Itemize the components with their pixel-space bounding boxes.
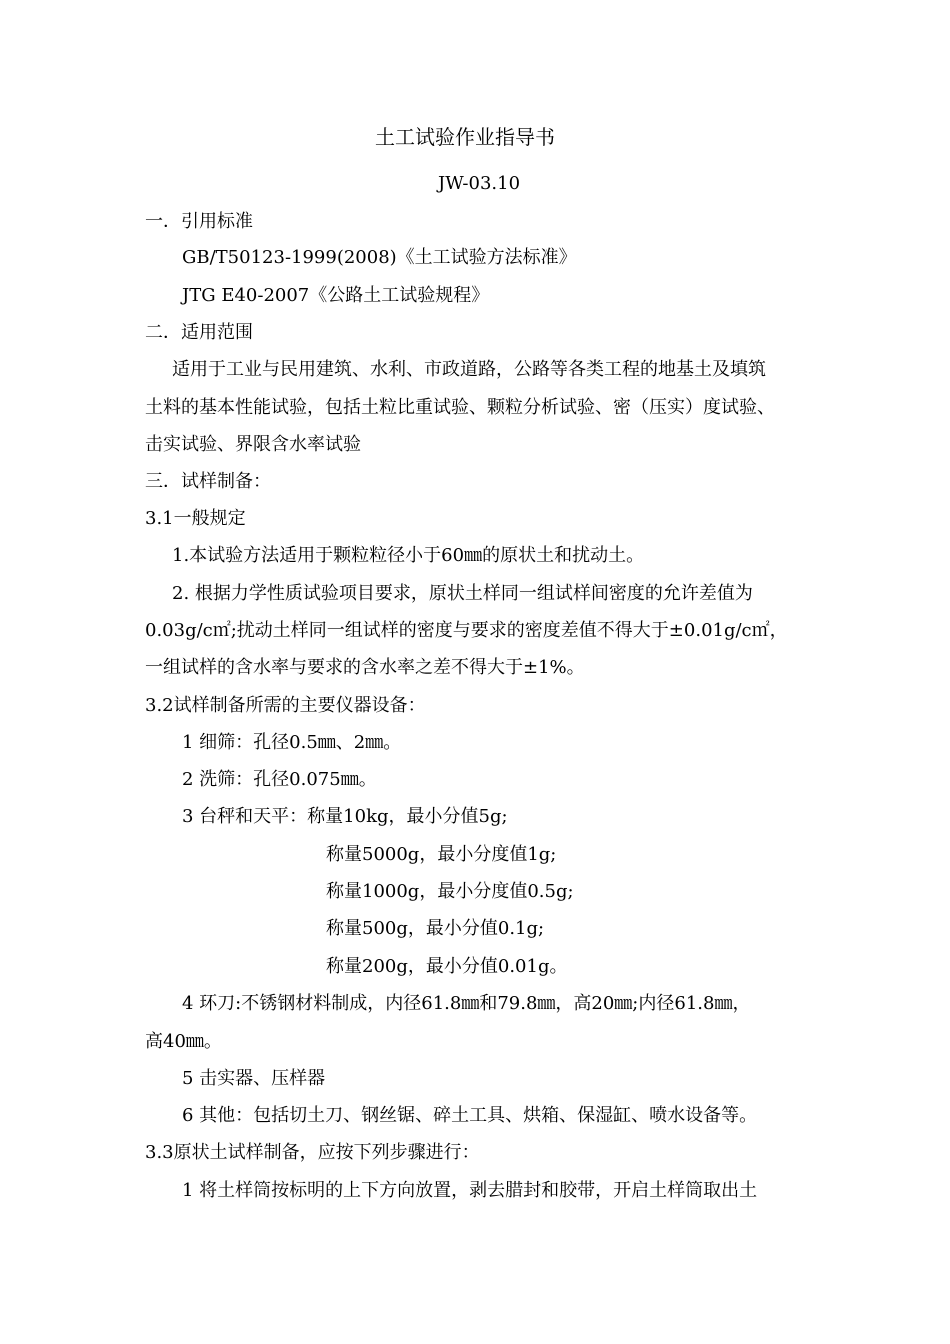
balance-spec: 称量500g，最小分值0.1g; — [326, 918, 545, 939]
scope-paragraph-line: 击实试验、界限含水率试验 — [145, 434, 361, 455]
subsection-heading: 3.3原状土试样制备，应按下列步骤进行： — [145, 1142, 480, 1163]
reference-item: JTG E40-2007《公路土工试验规程》 — [182, 285, 490, 306]
equipment-item: 4 环刀:不锈钢材料制成，内径61.8㎜和79.8㎜，高20㎜;内径61.8㎜， — [182, 993, 751, 1014]
scope-paragraph-line: 土料的基本性能试验，包括土粒比重试验、颗粒分析试验、密（压实）度试验、 — [145, 397, 775, 418]
section-heading-scope: 二．适用范围 — [145, 322, 253, 343]
document-title: 土工试验作业指导书 — [375, 125, 555, 149]
equipment-item: 1 细筛：孔径0.5㎜、2㎜。 — [182, 732, 402, 753]
reference-item: GB/T50123-1999(2008)《土工试验方法标准》 — [182, 247, 577, 268]
rule-item: 1.本试验方法适用于颗粒粒径小于60㎜的原状土和扰动土。 — [172, 545, 645, 566]
equipment-item-line: 高40㎜。 — [145, 1031, 222, 1052]
balance-spec: 称量1000g，最小分度值0.5g; — [326, 881, 574, 902]
balance-spec: 称量5000g，最小分度值1g; — [326, 844, 557, 865]
subsection-heading: 3.2试样制备所需的主要仪器设备： — [145, 695, 426, 716]
equipment-item: 5 击实器、压样器 — [182, 1068, 326, 1089]
equipment-item: 2 洗筛：孔径0.075㎜。 — [182, 769, 377, 790]
balance-spec: 称量200g，最小分值0.01g。 — [326, 956, 568, 977]
rule-item: 2. 根据力学性质试验项目要求，原状土样同一组试样间密度的允许差值为 — [172, 583, 753, 604]
section-heading-preparation: 三．试样制备： — [145, 471, 271, 492]
equipment-item: 3 台秤和天平：称量10kg，最小分值5g; — [182, 806, 508, 827]
procedure-step: 1 将土样筒按标明的上下方向放置，剥去腊封和胶带，开启土样筒取出土 — [182, 1180, 758, 1201]
document-code: JW-03.10 — [438, 173, 521, 194]
section-heading-references: 一．引用标准 — [145, 211, 253, 232]
subsection-heading: 3.1一般规定 — [145, 508, 246, 529]
rule-item-line: 0.03g/c㎡;扰动土样同一组试样的密度与要求的密度差值不得大于±0.01g/c㎡， — [145, 620, 788, 641]
equipment-item: 6 其他：包括切土刀、钢丝锯、碎土工具、烘箱、保湿缸、喷水设备等。 — [182, 1105, 758, 1126]
scope-paragraph-line: 适用于工业与民用建筑、水利、市政道路，公路等各类工程的地基土及填筑 — [172, 359, 766, 380]
rule-item-line: 一组试样的含水率与要求的含水率之差不得大于±1%。 — [145, 657, 585, 678]
